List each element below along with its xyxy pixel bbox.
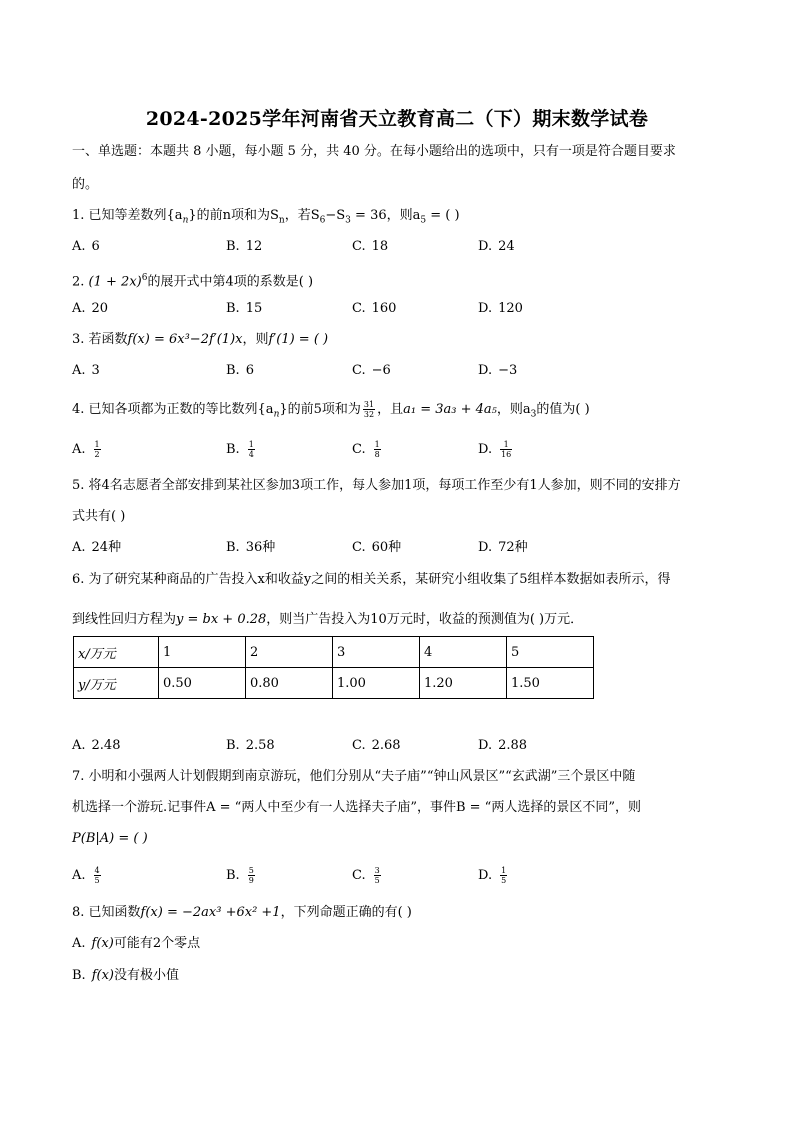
question-5-option-a[interactable]: A. 24种 — [72, 540, 122, 555]
question-3-option-a[interactable]: A. 3 — [72, 363, 100, 378]
table-header-cell: x/万元 — [74, 637, 159, 668]
question-8-option-a[interactable]: A. f(x)可能有2个零点 — [72, 936, 201, 951]
question-4-option-d[interactable]: D. $\frac{1}{16}$ — [478, 440, 512, 459]
question-6-option-d[interactable]: D. 2.88 — [478, 738, 528, 753]
question-1-option-d[interactable]: D. 24 — [478, 239, 515, 254]
question-5-option-b[interactable]: B. 36种 — [226, 540, 276, 555]
question-6-option-b[interactable]: B. 2.58 — [226, 738, 275, 753]
table-row — [74, 668, 594, 699]
table-cell: 5 — [507, 637, 594, 668]
question-3-option-b[interactable]: B. 6 — [226, 363, 254, 378]
question-8-stem: 8. 已知函数f(x) = −2ax³ +6x² +1，下列命题正确的有( ) — [72, 905, 412, 920]
question-8-option-b[interactable]: B. f(x)没有极小值 — [72, 968, 179, 983]
table-cell: 2 — [246, 637, 333, 668]
question-2-option-b[interactable]: B. 15 — [226, 301, 263, 316]
question-2-option-a[interactable]: A. 20 — [72, 301, 109, 316]
table-cell: 4 — [420, 637, 507, 668]
question-6-option-a[interactable]: A. 2.48 — [72, 738, 121, 753]
question-7-stem-line2: 机选择一个游玩.记事件A = “两人中至少有一人选择夫子庙”，事件B = “两人选择的景区不同”，则 — [72, 800, 641, 815]
question-6-option-c[interactable]: C. 2.68 — [352, 738, 401, 753]
table-header-cell: y/万元 — [74, 668, 159, 699]
question-1-option-c[interactable]: C. 18 — [352, 239, 389, 254]
question-1-option-a[interactable]: A. 6 — [72, 239, 100, 254]
question-7-option-a[interactable]: A. $\frac{4}{5}$ — [72, 866, 100, 885]
section-instructions-line2: 的。 — [72, 177, 99, 192]
exam-title: 2024-2025学年河南省天立教育高二（下）期末数学试卷 — [145, 108, 649, 130]
question-2-stem: 2. $(1 + 2x)^6$的展开式中第4项的系数是( ) — [72, 273, 314, 290]
fraction: $\frac{31}{32}$ — [363, 400, 375, 419]
question-6-stem-line1: 6. 为了研究某种商品的广告投入x和收益y之间的相关关系，某研究小组收集了5组样本数据如表所示，得 — [72, 572, 671, 587]
question-4-stem: 4. 已知各项都为正数的等比数列$\{a_n\}$的前5项和为 $\frac{31}{32}$ ，且a₁ = 3a₃ + 4a₅，则$a_3$的值为( ) — [72, 400, 590, 420]
table-cell: 1.00 — [333, 668, 420, 699]
table-cell: 1.50 — [507, 668, 594, 699]
question-6-stem-line2: 到线性回归方程为y = bx + 0.28，则当广告投入为10万元时，收益的预测值为( )万元． — [72, 612, 584, 627]
question-2-option-c[interactable]: C. 160 — [352, 301, 397, 316]
question-3-option-d[interactable]: D. −3 — [478, 363, 518, 378]
question-5-stem-line2: 式共有( ) — [72, 509, 126, 524]
question-5-stem-line1: 5. 将4名志愿者全部安排到某社区参加3项工作，每人参加1项，每项工作至少有1人参加，则不同的安排方 — [72, 478, 681, 493]
data-table — [73, 636, 594, 699]
question-3-stem: 3. 若函数f(x) = 6x³−2f′(1)x，则f′(1) = ( ) — [72, 332, 329, 347]
question-7-stem-line1: 7. 小明和小强两人计划假期到南京游玩，他们分别从“夫子庙”“钟山风景区”“玄武湖”三个景区中随 — [72, 769, 636, 784]
question-4-option-a[interactable]: A. $\frac{1}{2}$ — [72, 440, 100, 459]
question-4-option-b[interactable]: B. $\frac{1}{4}$ — [226, 440, 254, 459]
question-1-option-b[interactable]: B. 12 — [226, 239, 263, 254]
question-7-option-d[interactable]: D. $\frac{1}{5}$ — [478, 866, 507, 885]
question-5-option-d[interactable]: D. 72种 — [478, 540, 528, 555]
question-7-option-c[interactable]: C. $\frac{3}{5}$ — [352, 866, 380, 885]
table-cell: 3 — [333, 637, 420, 668]
question-3-option-c[interactable]: C. −6 — [352, 363, 391, 378]
question-7-option-b[interactable]: B. $\frac{5}{9}$ — [226, 866, 254, 885]
question-5-option-c[interactable]: C. 60种 — [352, 540, 402, 555]
question-2-option-d[interactable]: D. 120 — [478, 301, 523, 316]
question-4-option-c[interactable]: C. $\frac{1}{8}$ — [352, 440, 380, 459]
table-row — [74, 637, 594, 668]
question-1-stem: 1. 已知等差数列$\{a_n\}$的前n项和为$S_n$，若$S_6-S_3 = 36$，则$a_5$ = ( ) — [72, 208, 460, 226]
table-cell: 1 — [159, 637, 246, 668]
section-instructions-line1: 一、单选题：本题共 8 小题，每小题 5 分，共 40 分。在每小题给出的选项中，只有一项是符合题目要求 — [72, 144, 676, 159]
table-cell: 0.80 — [246, 668, 333, 699]
table-cell: 1.20 — [420, 668, 507, 699]
question-7-stem-line3: P(B|A) = ( ) — [72, 831, 148, 846]
table-cell: 0.50 — [159, 668, 246, 699]
